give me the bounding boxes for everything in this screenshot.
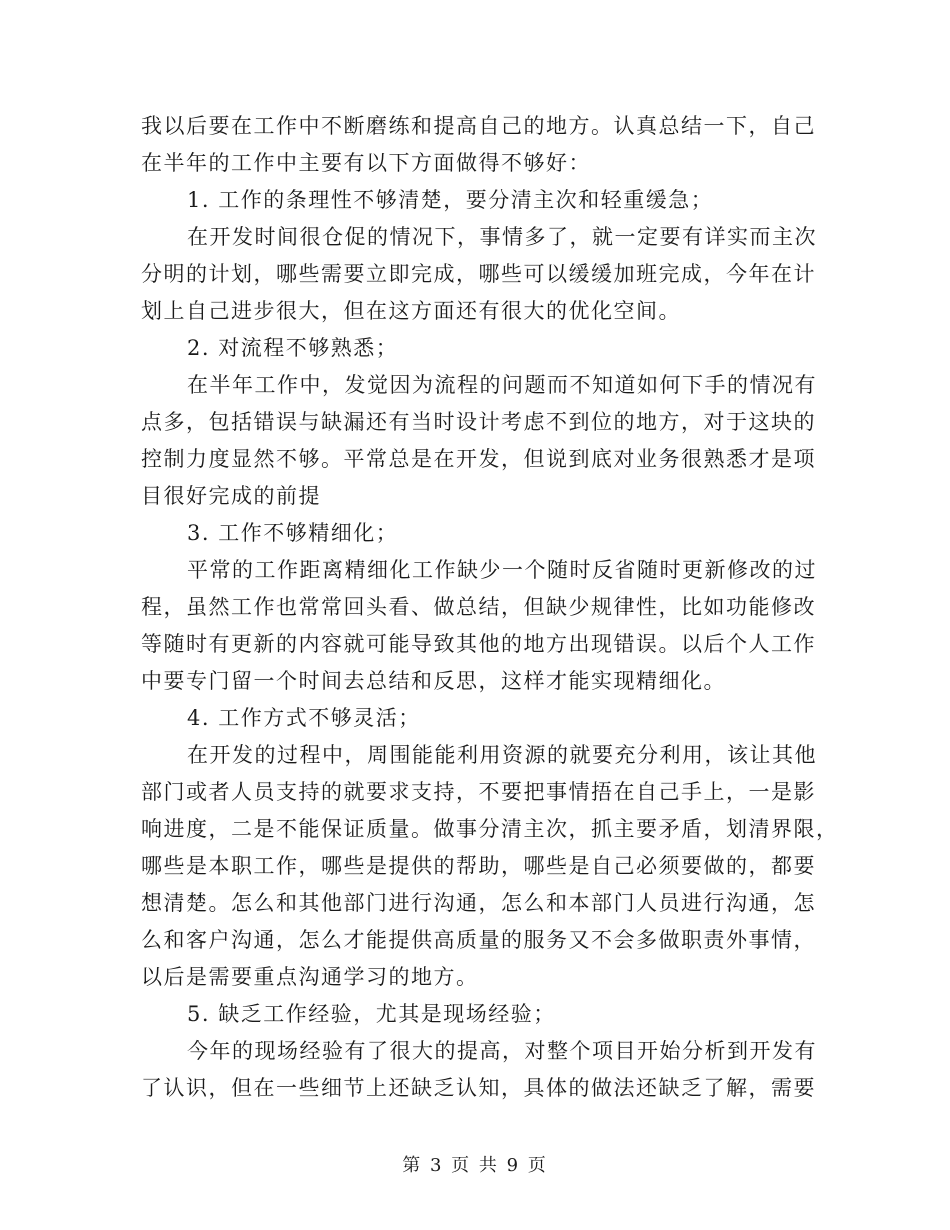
list-item-heading: 3. 工作不够精细化； (187, 521, 399, 545)
body-line: 以后是需要重点沟通学习的地方。 (141, 965, 479, 989)
body-line: 点多，包括错误与缺漏还有当时设计考虑不到位的地方，对于这块的 (141, 410, 816, 434)
body-line: 了认识，但在一些细节上还缺乏认知，具体的做法还缺乏了解，需要 (141, 1076, 816, 1100)
body-line: 划上自己进步很大，但在这方面还有很大的优化空间。 (141, 299, 681, 323)
list-item-heading: 5. 缺乏工作经验，尤其是现场经验； (187, 1002, 556, 1026)
body-line: 程，虽然工作也常常回头看、做总结，但缺少规律性，比如功能修改 (141, 595, 816, 619)
body-line: 分明的计划，哪些需要立即完成，哪些可以缓缓加班完成，今年在计 (141, 262, 816, 286)
body-line: 想清楚。怎么和其他部门进行沟通，怎么和本部门人员进行沟通，怎 (141, 891, 816, 915)
paragraph-first-line: 平常的工作距离精细化工作缺少一个随时反省随时更新修改的过 (187, 558, 817, 582)
list-item-heading: 4. 工作方式不够灵活； (187, 706, 421, 730)
page-number-footer: 第 3 页 共 9 页 (402, 1155, 548, 1176)
body-line: 哪些是本职工作，哪些是提供的帮助，哪些是自己必须要做的，都要 (141, 854, 816, 878)
body-line: 控制力度显然不够。平常总是在开发，但说到底对业务很熟悉才是项 (141, 447, 816, 471)
list-item-heading: 1. 工作的条理性不够清楚，要分清主次和轻重缓急； (187, 188, 714, 212)
paragraph-first-line: 在开发时间很仓促的情况下，事情多了，就一定要有详实而主次 (187, 225, 817, 249)
body-line: 部门或者人员支持的就要求支持，不要把事情捂在自己手上，一是影 (141, 780, 816, 804)
body-line: 响进度，二是不能保证质量。做事分清主次，抓主要矛盾，划清界限， (141, 817, 839, 841)
paragraph-first-line: 在开发的过程中，周围能能利用资源的就要充分利用，该让其他 (187, 743, 817, 767)
body-line: 么和客户沟通，怎么才能提供高质量的服务又不会多做职责外事情， (141, 928, 816, 952)
body-line: 等随时有更新的内容就可能导致其他的地方出现错误。以后个人工作 (141, 632, 816, 656)
body-line: 目很好完成的前提 (141, 484, 321, 508)
list-item-heading: 2. 对流程不够熟悉； (187, 336, 399, 360)
body-line: 我以后要在工作中不断磨练和提高自己的地方。认真总结一下，自己 (141, 114, 816, 138)
document-body (141, 108, 839, 1107)
paragraph-first-line: 今年的现场经验有了很大的提高，对整个项目开始分析到开发有 (187, 1039, 817, 1063)
body-line: 中要专门留一个时间去总结和反思，这样才能实现精细化。 (141, 669, 726, 693)
paragraph-first-line: 在半年工作中，发觉因为流程的问题而不知道如何下手的情况有 (187, 373, 817, 397)
body-line: 在半年的工作中主要有以下方面做得不够好： (141, 151, 591, 175)
